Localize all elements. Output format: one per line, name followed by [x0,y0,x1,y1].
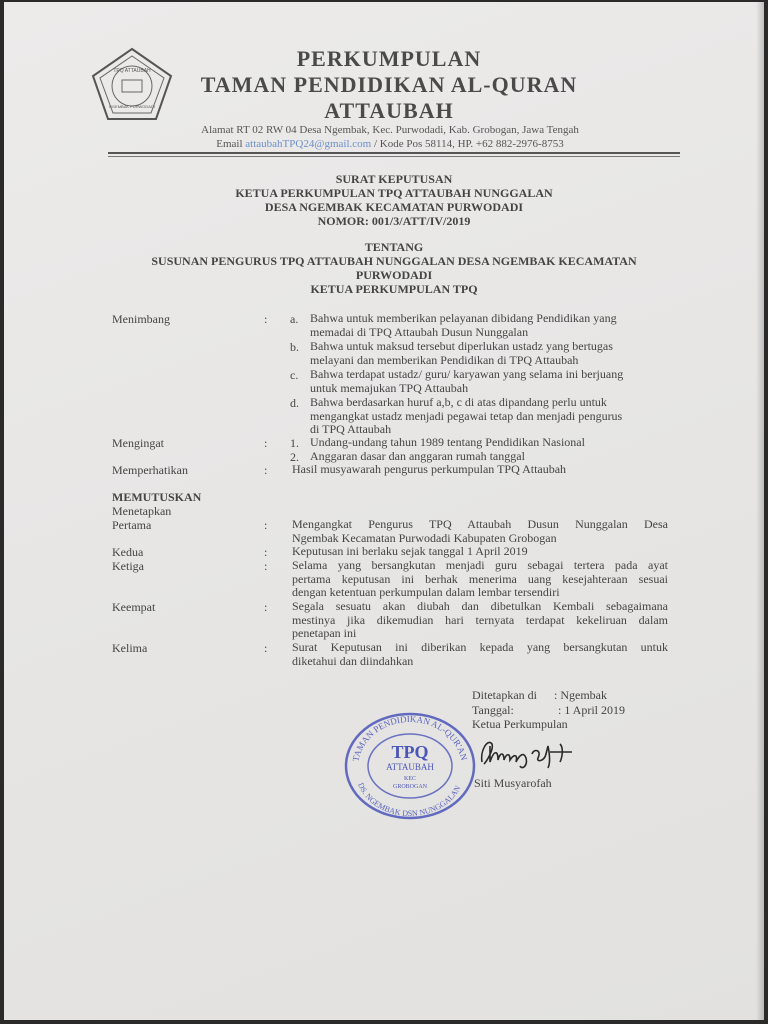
tpq-seal-logo-icon [90,46,174,122]
stamp-region: GROBOGAN [392,784,428,790]
menetapkan-label: Menetapkan [112,504,172,518]
ketiga-text [292,559,668,600]
org-address: Alamat RT 02 RW 04 Desa Ngembak, Kec. Purwodadi, Kab. Grobogan, Jawa Tengah [201,124,579,136]
pertama-text [292,518,668,545]
stamp-ring-bottom: DS. NGEMBAK DSN NUNGGALAN [356,781,463,819]
kelima-line2: diketahui dan diindahkan [292,653,414,668]
stamp-sub: ATTAUBAH [386,762,434,772]
ketiga-label: Ketiga [112,559,144,573]
org-name-line3: ATTAUBAH [324,98,454,123]
keempat-label: Keempat [112,600,156,614]
pertama-line1: Mengangkat Pengurus TPQ Attaubah Dusun Nunggalan Desa [292,517,668,531]
tanggal-value: : 1 April 2019 [558,703,626,717]
menimbang-b-line2: melayani dan memberikan Pendidikan di TPQ Attaubah [310,352,579,367]
colon: : [264,436,268,450]
ketiga-line2: pertama keputusan ini berhak menerima uang kesejahteraan sesuai [292,571,668,586]
page-edge-shadow [756,2,764,1020]
kelima-text [292,641,668,668]
colon: : [264,518,268,532]
menimbang-c-line1: Bahwa terdapat ustadz/ guru/ karyawan yang selama ini berjuang [310,367,624,381]
ketiga-line3: dengan ketentuan perkumpulan dalam lembar tersendiri [292,585,560,600]
menimbang-a-line1: Bahwa untuk memberikan pelayanan dibidang Pendidikan yang [310,311,617,325]
email-address[interactable]: attaubahTPQ24@gmail.com [245,138,372,150]
colon: : [264,463,268,477]
tentang-line3: PURWODADI [355,268,433,282]
email-prefix: Email [216,138,243,150]
memutuskan-heading: MEMUTUSKAN [112,490,202,504]
menimbang-c-line2: untuk memajukan TPQ Attaubah [310,380,469,395]
kedua-label: Kedua [112,545,144,559]
tentang-line2: SUSUNAN PENGURUS TPQ ATTAUBAH NUNGGALAN DESA NGEMBAK KECAMATAN [151,254,637,268]
mengingat-item-1: Undang-undang tahun 1989 tentang Pendidikan Nasional [310,435,585,449]
ditetapkan-value: : Ngembak [554,688,607,702]
decree-number: NOMOR: 001/3/ATT/IV/2019 [317,214,471,228]
decree-subject [104,240,684,296]
menimbang-marker-b: b. [290,340,299,354]
menimbang-d-line1: Bahwa berdasarkan huruf a,b, c di atas dipandang perlu untuk [310,395,607,409]
logo-text-bottom: NGEMBAK PURWODADI [109,104,155,109]
decree-title [104,172,684,228]
stamp-kec: KEC [404,776,416,782]
mengingat-item-2: Anggaran dasar dan anggaran rumah tanggal [310,449,525,463]
ketiga-line1: Selama yang bersangkutan menjadi guru sebagai tertera pada ayat [292,558,668,572]
org-contact [164,138,616,150]
colon: : [264,312,268,326]
header-divider [108,152,680,154]
decree-title-line2: KETUA PERKUMPULAN TPQ ATTAUBAH NUNGGALAN [235,186,553,200]
postal-phone: / Kode Pos 58114, HP. +62 882-2976-8753 [373,138,564,150]
menimbang-item-a [310,312,668,339]
colon: : [264,641,268,655]
mengingat-label: Mengingat [112,436,164,450]
menimbang-marker-c: c. [290,368,299,382]
tentang-heading: TENTANG [364,240,424,254]
menimbang-b-line1: Bahwa untuk maksud tersebut diperlukan ustadz yang bertugas [310,339,613,353]
signer-name: Siti Musyarofah [474,776,552,790]
pertama-line2: Ngembak Kecamatan Purwodadi Kabupaten Grobogan [292,530,557,545]
logo-text-top: TPQ ATTAUBAH [113,68,151,74]
handwritten-signature-icon [476,732,576,772]
kelima-line1: Surat Keputusan ini diberikan kepada yang bersangkutan untuk [292,640,668,654]
letter-page [4,2,764,1020]
colon: : [264,600,268,614]
memperhatikan-label: Memperhatikan [112,463,188,477]
mengingat-marker-1: 1. [290,436,299,450]
org-name-line1: PERKUMPULAN [296,46,482,71]
keempat-line2: mestinya jika dikemudian hari ternyata terdapat kekeliruan dalam [292,612,668,627]
menimbang-marker-d: d. [290,396,299,410]
menimbang-d-line3: di TPQ Attaubah [310,422,392,437]
menimbang-marker-a: a. [290,312,299,326]
menimbang-a-line2: memadai di TPQ Attaubah Dusun Nunggalan [310,324,529,339]
colon: : [264,545,268,559]
signer-role: Ketua Perkumpulan [472,717,568,731]
org-name-line2: TAMAN PENDIDIKAN AL-QURAN [200,72,578,97]
mengingat-marker-2: 2. [290,450,299,464]
tentang-line4: KETUA PERKUMPULAN TPQ [310,282,478,296]
kedua-text: Keputusan ini berlaku sejak tanggal 1 April 2019 [292,544,528,558]
header-divider-thin [108,156,680,157]
decree-title-line1: SURAT KEPUTUSAN [335,172,453,186]
memperhatikan-text: Hasil musyawarah pengurus perkumpulan TPQ Attaubah [292,462,567,476]
keempat-text [292,600,668,641]
kelima-label: Kelima [112,641,148,655]
menimbang-item-b [310,340,668,367]
menimbang-label: Menimbang [112,312,170,326]
stamp-center: TPQ [391,742,429,762]
decree-title-line3: DESA NGEMBAK KECAMATAN PURWODADI [264,200,524,214]
menimbang-item-d [310,396,668,437]
tanggal-label: Tanggal: [472,703,514,717]
pertama-label: Pertama [112,518,152,532]
stamp-ring-top: TAMAN PENDIDIKAN AL-QUR'AN [350,713,470,763]
keempat-line1: Segala sesuatu akan diubah dan dibetulkan Kembali sebagaimana [292,599,668,613]
ditetapkan-label: Ditetapkan di [472,688,537,702]
round-blue-stamp-icon [340,708,480,820]
colon: : [264,559,268,573]
menimbang-d-line2: mengangkat ustadz menjadi pegawai tetap dan menjadi pengurus [310,408,623,423]
keempat-line3: penetapan ini [292,626,357,641]
menimbang-item-c [310,368,668,395]
